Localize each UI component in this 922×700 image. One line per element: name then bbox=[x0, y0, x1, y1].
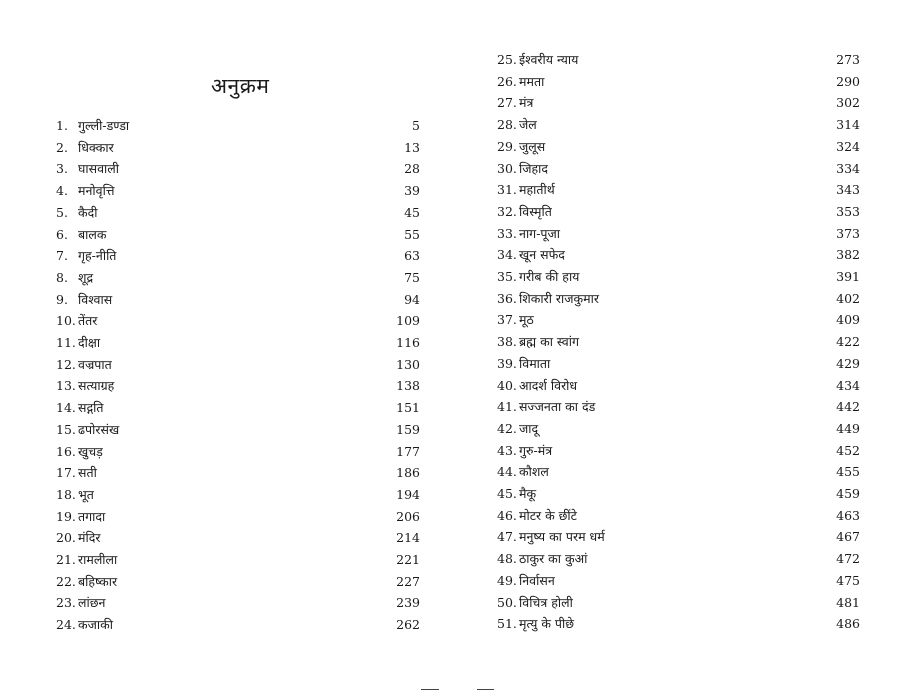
toc-entry-title: लांछन bbox=[78, 595, 106, 611]
toc-entry bbox=[56, 506, 420, 527]
toc-entry-title: खुचड़ bbox=[78, 443, 103, 459]
toc-entry bbox=[56, 484, 420, 505]
toc-entry bbox=[497, 158, 860, 179]
toc-entry-title: वज्रपात bbox=[78, 356, 112, 372]
toc-entry-number: 11. bbox=[56, 335, 76, 350]
toc-entry-number: 27. bbox=[497, 95, 517, 111]
toc-entry-page: 194 bbox=[396, 486, 420, 502]
toc-entry-page: 5 bbox=[412, 118, 420, 133]
toc-entry bbox=[56, 180, 420, 201]
toc-entry-title: सद्गति bbox=[78, 400, 104, 416]
toc-entry-title: गुरु-मंत्र bbox=[519, 442, 553, 458]
toc-entry bbox=[497, 331, 860, 352]
toc-entry-page: 422 bbox=[836, 334, 860, 350]
toc-entry-title: जादू bbox=[519, 420, 539, 436]
toc-entry-page: 130 bbox=[396, 356, 420, 372]
toc-entry-title: भूत bbox=[78, 486, 94, 502]
toc-entry-number: 12. bbox=[56, 356, 76, 372]
toc-entry-number: 50. bbox=[497, 594, 517, 610]
toc-entry-title: सत्याग्रह bbox=[78, 378, 115, 394]
toc-entry bbox=[497, 526, 860, 547]
toc-entry-page: 434 bbox=[836, 377, 860, 393]
toc-entry-number: 17. bbox=[56, 465, 76, 481]
toc-entry-page: 45 bbox=[404, 204, 420, 220]
toc-entry-page: 467 bbox=[836, 529, 860, 545]
toc-entry-number: 39. bbox=[497, 355, 517, 371]
toc-entry-title: बहिष्कार bbox=[78, 573, 118, 589]
toc-entry-number: 25. bbox=[497, 52, 517, 67]
toc-entry bbox=[497, 71, 860, 92]
toc-entry bbox=[497, 592, 860, 613]
toc-entry-title: जेल bbox=[519, 117, 537, 133]
toc-entry bbox=[497, 114, 860, 135]
toc-entry-number: 38. bbox=[497, 334, 517, 350]
toc-entry bbox=[497, 461, 860, 482]
toc-entry-title: ब्रह्म का स्वांग bbox=[519, 334, 580, 350]
toc-entry-page: 75 bbox=[404, 269, 420, 285]
toc-entry-title: महातीर्थ bbox=[519, 182, 555, 198]
toc-entry-page: 409 bbox=[836, 312, 860, 328]
toc-entry-number: 43. bbox=[497, 442, 517, 458]
toc-entry-number: 19. bbox=[56, 508, 76, 524]
toc-entry-page: 94 bbox=[404, 291, 420, 307]
toc-entry-page: 262 bbox=[396, 617, 420, 633]
toc-entry-title: विचित्र होली bbox=[519, 594, 573, 610]
toc-entry-page: 382 bbox=[836, 247, 860, 263]
toc-entry bbox=[497, 483, 860, 504]
toc-entry-number: 7. bbox=[56, 248, 68, 264]
toc-entry-page: 402 bbox=[836, 290, 860, 306]
toc-entry-number: 22. bbox=[56, 573, 76, 589]
toc-entry-number: 34. bbox=[497, 247, 517, 263]
toc-entry-title: घासवाली bbox=[78, 161, 119, 177]
toc-entry-page: 116 bbox=[396, 335, 420, 350]
toc-entry-title: कैदी bbox=[78, 204, 98, 220]
toc-entry-number: 42. bbox=[497, 420, 517, 436]
toc-entry-title: मंदिर bbox=[78, 530, 101, 546]
toc-entry bbox=[497, 570, 860, 591]
toc-entry-page: 486 bbox=[836, 616, 860, 632]
toc-entry-page: 429 bbox=[836, 355, 860, 371]
toc-entry-number: 8. bbox=[56, 269, 68, 285]
toc-entry-page: 442 bbox=[836, 399, 860, 415]
toc-entry-title: निर्वासन bbox=[519, 572, 555, 588]
toc-entry-page: 39 bbox=[404, 183, 420, 199]
toc-entry-title: मोटर के छींटे bbox=[519, 507, 577, 523]
toc-entry-title: खून सफेद bbox=[519, 247, 565, 263]
toc-entry-number: 18. bbox=[56, 486, 76, 502]
toc-entry-number: 33. bbox=[497, 225, 517, 241]
toc-entry-number: 5. bbox=[56, 204, 68, 220]
toc-entry-number: 14. bbox=[56, 400, 76, 416]
toc-entry-page: 463 bbox=[836, 507, 860, 523]
toc-entry-page: 455 bbox=[836, 464, 860, 480]
toc-entry-page: 239 bbox=[396, 595, 420, 611]
toc-entry bbox=[497, 440, 860, 461]
toc-entry bbox=[497, 92, 860, 113]
toc-entry bbox=[497, 375, 860, 396]
toc-entry-title: कजाकी bbox=[78, 617, 113, 633]
toc-entry-title: रामलीला bbox=[78, 552, 118, 567]
toc-entry-title: मनोवृत्ति bbox=[78, 183, 115, 199]
toc-entry bbox=[56, 419, 420, 440]
toc-entry bbox=[56, 462, 420, 483]
toc-entry-title: तगादा bbox=[78, 508, 106, 524]
toc-entry bbox=[56, 527, 420, 548]
toc-entry-title: मूठ bbox=[519, 312, 534, 328]
toc-entry-page: 177 bbox=[396, 443, 420, 459]
toc-entry-title: बालक bbox=[78, 226, 107, 242]
toc-entry bbox=[56, 289, 420, 310]
toc-entry bbox=[497, 49, 860, 70]
toc-entry-page: 391 bbox=[836, 269, 860, 284]
toc-entry bbox=[497, 353, 860, 374]
toc-entry-title: धिक्कार bbox=[78, 139, 114, 155]
toc-entry-title: जिहाद bbox=[519, 160, 549, 176]
toc-entry-number: 15. bbox=[56, 421, 76, 437]
toc-entry-page: 55 bbox=[404, 226, 420, 242]
toc-entry-number: 2. bbox=[56, 139, 68, 155]
toc-entry-title: मंत्र bbox=[519, 95, 534, 111]
page-edge-mark-right bbox=[477, 689, 494, 690]
toc-entry-number: 4. bbox=[56, 183, 68, 199]
toc-entry bbox=[497, 309, 860, 330]
toc-entry-number: 51. bbox=[497, 616, 517, 632]
toc-entry-title: सज्जनता का दंड bbox=[519, 399, 596, 415]
toc-entry-title: आदर्श विरोध bbox=[519, 377, 578, 393]
toc-entry bbox=[56, 202, 420, 223]
toc-entry bbox=[497, 136, 860, 157]
toc-entry-page: 353 bbox=[836, 203, 860, 219]
toc-entry-number: 10. bbox=[56, 313, 76, 329]
toc-entry bbox=[56, 332, 420, 353]
toc-entry bbox=[56, 614, 420, 635]
toc-entry-page: 290 bbox=[836, 73, 860, 89]
toc-entry-number: 37. bbox=[497, 312, 517, 328]
toc-entry-page: 334 bbox=[836, 160, 860, 176]
toc-entry bbox=[56, 115, 420, 136]
toc-entry-number: 31. bbox=[497, 182, 517, 198]
toc-entry-page: 452 bbox=[836, 442, 860, 458]
toc-entry-number: 49. bbox=[497, 572, 517, 588]
toc-entry-number: 6. bbox=[56, 226, 68, 242]
toc-entry-page: 151 bbox=[396, 400, 420, 416]
toc-entry-title: विमाता bbox=[519, 355, 551, 371]
toc-entry-page: 343 bbox=[836, 182, 860, 198]
toc-entry-page: 109 bbox=[396, 313, 420, 329]
toc-entry bbox=[497, 201, 860, 222]
toc-entry bbox=[497, 288, 860, 309]
toc-entry-page: 472 bbox=[836, 551, 860, 567]
toc-entry-page: 481 bbox=[836, 594, 860, 610]
toc-entry bbox=[497, 613, 860, 634]
toc-entry-page: 227 bbox=[396, 573, 420, 589]
toc-entry-page: 138 bbox=[396, 378, 420, 394]
page-edge-mark-left bbox=[421, 689, 439, 690]
toc-entry-number: 36. bbox=[497, 290, 517, 306]
toc-entry-title: मृत्यु के पीछे bbox=[519, 616, 574, 632]
toc-entry-page: 221 bbox=[396, 552, 420, 567]
toc-entry-number: 40. bbox=[497, 377, 517, 393]
toc-entry bbox=[56, 310, 420, 331]
toc-entry-title: ईश्वरीय न्याय bbox=[519, 52, 579, 67]
toc-entry-title: गृह-नीति bbox=[78, 248, 117, 264]
toc-entry-number: 32. bbox=[497, 203, 517, 219]
toc-entry-title: गरीब की हाय bbox=[519, 269, 580, 284]
toc-entry-number: 28. bbox=[497, 117, 517, 133]
toc-entry-title: नाग-पूजा bbox=[519, 225, 561, 241]
toc-entry-number: 47. bbox=[497, 529, 517, 545]
toc-entry bbox=[497, 244, 860, 265]
toc-entry-title: ढपोरसंख bbox=[78, 421, 120, 437]
toc-entry bbox=[56, 397, 420, 418]
toc-entry-number: 16. bbox=[56, 443, 76, 459]
toc-entry-page: 302 bbox=[836, 95, 860, 111]
toc-entry bbox=[497, 548, 860, 569]
toc-entry bbox=[497, 179, 860, 200]
toc-entry bbox=[56, 158, 420, 179]
toc-entry bbox=[56, 137, 420, 158]
toc-entry bbox=[497, 418, 860, 439]
toc-entry-number: 21. bbox=[56, 552, 76, 567]
toc-entry bbox=[497, 396, 860, 417]
toc-entry-number: 13. bbox=[56, 378, 76, 394]
toc-entry-number: 3. bbox=[56, 161, 68, 177]
toc-entry-page: 449 bbox=[836, 420, 860, 436]
toc-entry-page: 214 bbox=[396, 530, 420, 546]
toc-entry-page: 28 bbox=[404, 161, 420, 177]
toc-entry bbox=[56, 267, 420, 288]
toc-entry-page: 63 bbox=[404, 248, 420, 264]
toc-entry-number: 24. bbox=[56, 617, 76, 633]
toc-entry-title: कौशल bbox=[519, 464, 549, 480]
toc-entry-page: 206 bbox=[396, 508, 420, 524]
toc-entry-page: 186 bbox=[396, 465, 420, 481]
toc-entry-page: 159 bbox=[396, 421, 420, 437]
toc-entry-page: 13 bbox=[404, 139, 420, 155]
toc-entry-title: मनुष्य का परम धर्म bbox=[519, 529, 605, 545]
toc-entry-title: तेंतर bbox=[78, 313, 98, 329]
toc-title: अनुक्रम bbox=[211, 74, 270, 98]
toc-entry bbox=[497, 505, 860, 526]
toc-entry bbox=[56, 354, 420, 375]
toc-entry-title: शूद्र bbox=[78, 269, 94, 285]
toc-entry-page: 459 bbox=[836, 486, 860, 501]
toc-entry-number: 45. bbox=[497, 486, 517, 501]
toc-entry-number: 29. bbox=[497, 138, 517, 154]
toc-entry-title: ठाकुर का कुआं bbox=[519, 551, 588, 567]
toc-entry-page: 273 bbox=[836, 52, 860, 67]
toc-entry-title: विस्मृति bbox=[519, 203, 552, 219]
toc-entry bbox=[497, 266, 860, 287]
toc-entry-title: ममता bbox=[519, 73, 545, 89]
toc-entry-number: 35. bbox=[497, 269, 517, 284]
toc-entry-number: 23. bbox=[56, 595, 76, 611]
toc-entry-page: 314 bbox=[836, 117, 860, 133]
toc-entry-title: गुल्ली-डण्डा bbox=[78, 118, 130, 133]
toc-entry-number: 9. bbox=[56, 291, 68, 307]
toc-entry bbox=[56, 224, 420, 245]
toc-entry bbox=[56, 441, 420, 462]
toc-entry bbox=[56, 592, 420, 613]
toc-entry-number: 48. bbox=[497, 551, 517, 567]
toc-entry bbox=[56, 375, 420, 396]
toc-entry bbox=[56, 549, 420, 570]
toc-entry-page: 475 bbox=[836, 572, 860, 588]
toc-entry bbox=[56, 245, 420, 266]
toc-entry-title: विश्वास bbox=[78, 291, 113, 307]
toc-entry bbox=[56, 571, 420, 592]
toc-entry bbox=[497, 223, 860, 244]
toc-entry-number: 44. bbox=[497, 464, 517, 480]
toc-entry-number: 26. bbox=[497, 73, 517, 89]
toc-entry-title: दीक्षा bbox=[78, 335, 101, 350]
toc-entry-number: 30. bbox=[497, 160, 517, 176]
toc-entry-number: 41. bbox=[497, 399, 517, 415]
toc-entry-number: 1. bbox=[56, 118, 68, 133]
toc-entry-title: मैकू bbox=[519, 486, 537, 501]
toc-entry-page: 324 bbox=[836, 138, 860, 154]
toc-entry-number: 20. bbox=[56, 530, 76, 546]
toc-entry-page: 373 bbox=[836, 225, 860, 241]
toc-entry-number: 46. bbox=[497, 507, 517, 523]
toc-entry-title: जुलूस bbox=[519, 138, 546, 154]
toc-entry-title: शिकारी राजकुमार bbox=[519, 290, 599, 306]
toc-entry-title: सती bbox=[78, 465, 97, 481]
